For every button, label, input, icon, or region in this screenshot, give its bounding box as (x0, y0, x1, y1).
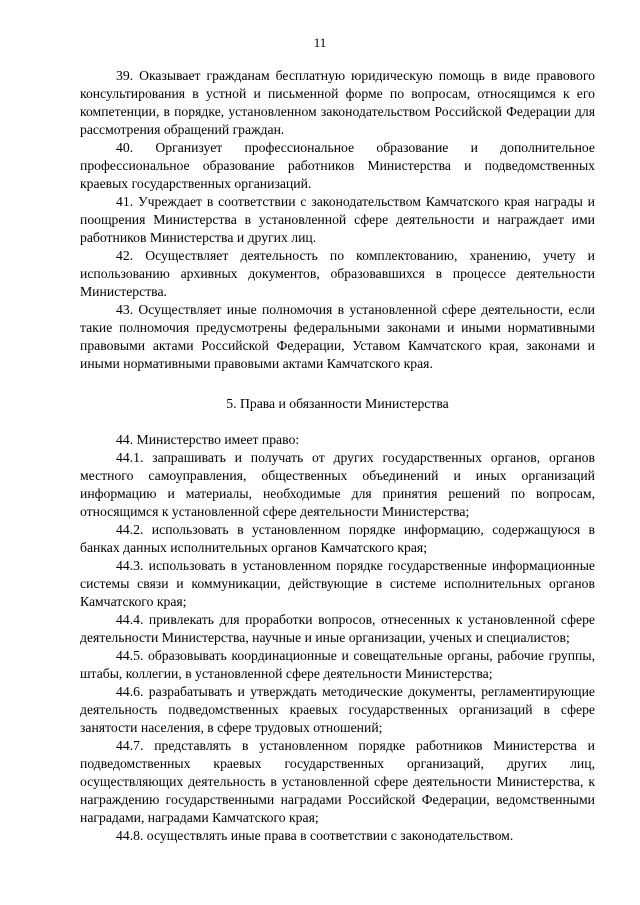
paragraph-44-2: 44.2. использовать в установленном порядке информацию, содержащуюся в банках данных исполнительных органов Камчатского края; (80, 522, 595, 555)
paragraph-44-8: 44.8. осуществлять иные права в соответствии с законодательством. (116, 828, 514, 843)
paragraph-44-3: 44.3. использовать в установленном порядке государственные информационные системы связи и коммуникации, действующие в системе исполнительных органов Камчатского края; (80, 558, 595, 609)
section-heading: 5. Права и обязанности Министерства (226, 396, 449, 411)
paragraph-44-1: 44.1. запрашивать и получать от других государственных органов, органов местного самоуправления, общественных объединений и иных организаций информацию и материалы, необходимые для принятия решений по вопросам, относящимся к установленной сфере деятельности Министерства; (80, 450, 595, 519)
page-number: 11 (313, 35, 327, 50)
paragraph-39: 39. Оказывает гражданам бесплатную юридическую помощь в виде правового консультирования в устной и письменной форме по вопросам, относящимся к его компетенции, в порядке, установленном законодательством Российской Федерации для рассмотрения обращений граждан. (80, 68, 595, 137)
paragraph-44-4: 44.4. привлекать для проработки вопросов, отнесенных к установленной сфере деятельности Министерства, научные и иные организации, ученых и специалистов; (80, 612, 595, 645)
document-body (80, 67, 595, 845)
paragraph-41: 41. Учреждает в соответствии с законодательством Камчатского края награды и поощрения Министерства в установленной сфере деятельности и награждает ими работников Министерства и других лиц. (80, 194, 595, 245)
paragraph-40: 40. Организует профессиональное образование и дополнительное профессиональное образование работников Министерства и подведомственных краевых государственных организаций. (80, 140, 595, 191)
paragraph-44-5: 44.5. образовывать координационные и совещательные органы, рабочие группы, штабы, коллегии, в установленной сфере деятельности Министерства; (80, 648, 595, 681)
paragraph-42: 42. Осуществляет деятельность по комплектованию, хранению, учету и использованию архивных документов, образовавшихся в процессе деятельности Министерства. (80, 248, 595, 299)
paragraph-44: 44. Министерство имеет право: (116, 432, 300, 447)
paragraph-43: 43. Осуществляет иные полномочия в установленной сфере деятельности, если такие полномочия предусмотрены федеральными законами и иными нормативными правовыми актами Российской Федерации, Уставом Камчатского края, законами и иными нормативными правовыми актами Камчатского края. (80, 302, 595, 371)
paragraph-44-6: 44.6. разрабатывать и утверждать методические документы, регламентирующие деятельность подведомственных краевых государственных организаций в сфере занятости населения, в сфере трудовых отношений; (80, 684, 595, 735)
paragraph-44-7: 44.7. представлять в установленном порядке работников Министерства и подведомственных краевых государственных организаций, других лиц, осуществляющих деятельность в установленной сфере деятельности Министерства, к награждению государственными наградами Российской Федерации, ведомственными наградами, наградами Камчатского края; (80, 738, 595, 825)
